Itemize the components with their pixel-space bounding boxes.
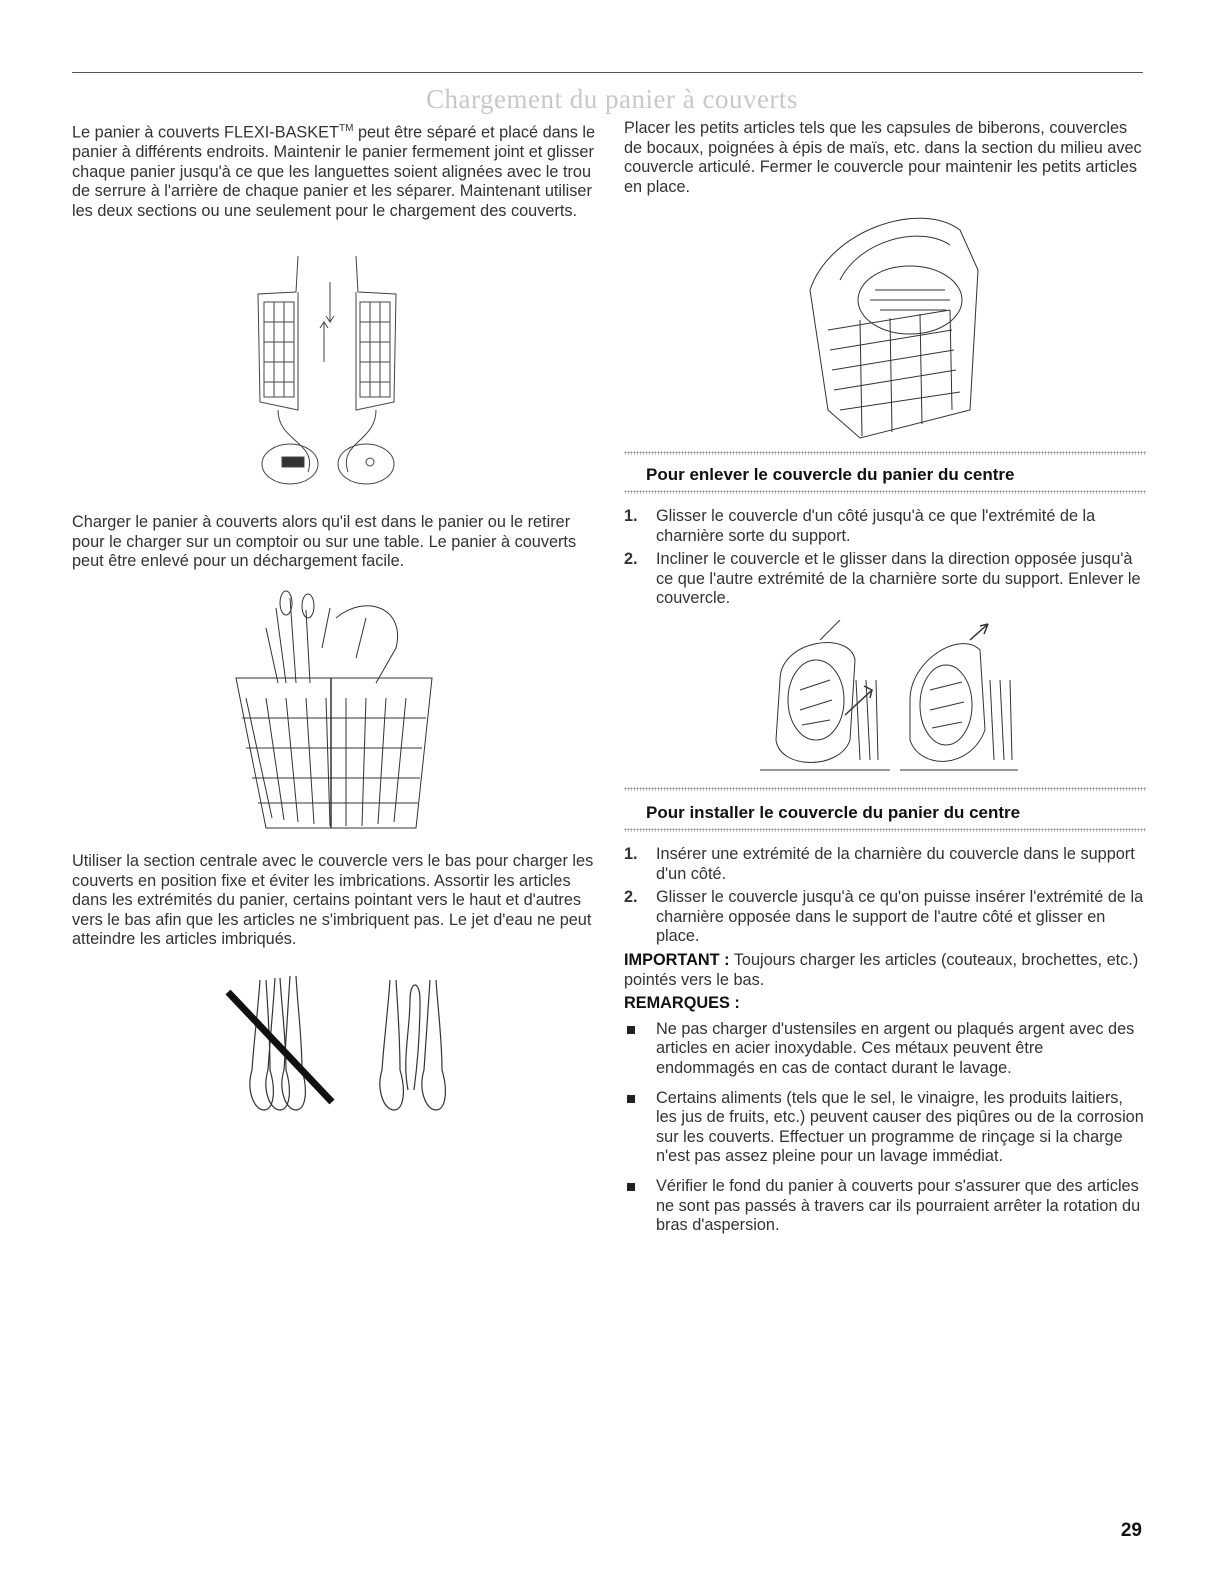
install-lid-heading: Pour installer le couvercle du panier du centre (646, 803, 1021, 822)
utensil-nesting-illustration (220, 970, 452, 1118)
step-number: 2. (624, 888, 638, 907)
remarque-item (624, 1177, 1144, 1236)
lid-removal-illustration-2 (900, 620, 1022, 776)
page-number: 29 (1120, 1520, 1142, 1541)
trademark-sup: TM (338, 123, 354, 134)
left-intro-paragraph (72, 119, 597, 221)
prohibited-slash (228, 992, 332, 1102)
left-para-3: Utiliser la section centrale avec le couvercle vers le bas pour charger les couverts en position fixe et éviter les imbrications. Assortir les articles dans les extrémités du panier, certains pointant vers le haut et d'autres vers le bas afin que les articles ne s'imbriquent pas. Le jet d'eau ne peut atteindre les articles imbriqués. (72, 852, 594, 949)
step-text: Glisser le couvercle d'un côté jusqu'à ce que l'extrémité de la charnière sorte du support. (656, 507, 1096, 545)
important-label: IMPORTANT : (624, 950, 730, 969)
install-step-1 (624, 845, 1144, 884)
remarque-item (624, 1020, 1144, 1079)
step-number: 1. (624, 507, 638, 525)
remove-lid-heading: Pour enlever le couvercle du panier du centre (646, 465, 1015, 484)
divider-dotted-3 (624, 787, 1146, 791)
intro-text-b: peut être séparé et placé dans le panier à différents endroits. Maintenir le panier fermement joint et glisser chaque panier jusqu'à ce que les languettes soient alignées avec le trou de serrure à l'arrière de chaque panier et les séparer. Maintenant utiliser les deux sections ou une seulement pour le chargement des couverts. (72, 123, 596, 220)
step-text: Insérer une extrémité de la charnière du couvercle dans le support d'un côté. (656, 845, 1135, 883)
step-text: Incliner le couvercle et le glisser dans la direction opposée jusqu'à ce que l'autre extrémité de la charnière sorte du support. Enlever le couvercle. (656, 550, 1141, 608)
intro-text-a: Le panier à couverts FLEXI-BASKET (72, 123, 339, 142)
install-steps (624, 845, 1144, 1246)
important-text: Toujours charger les articles (couteaux, brochettes, etc.) pointés vers le bas. (624, 950, 1139, 989)
divider-dotted-2 (624, 490, 1146, 494)
remarque-text: Ne pas charger d'ustensiles en argent ou plaqués argent avec des articles en acier inoxydable. Ces métaux peuvent être endommagés en cas de contact durant le lavage. (656, 1019, 1135, 1077)
remove-step-2 (624, 550, 1144, 609)
install-step-2 (624, 888, 1144, 947)
divider-dotted-4 (624, 828, 1146, 832)
step-number: 2. (624, 550, 638, 569)
bullet-square-icon (627, 1183, 635, 1191)
divider-dotted-1 (624, 451, 1146, 455)
step-number: 1. (624, 845, 638, 863)
header-rule (72, 72, 1143, 73)
important-note (624, 951, 1144, 990)
remove-steps (624, 507, 1144, 613)
remarque-item (624, 1089, 1144, 1167)
left-para-2: Charger le panier à couverts alors qu'il est dans le panier ou le retirer pour le charger sur un comptoir ou sur une table. Le panier à couverts peut être enlevé pour un déchargement facile. (72, 513, 577, 571)
bullet-square-icon (627, 1095, 635, 1103)
lid-removal-illustration-1 (760, 620, 896, 776)
loaded-basket-illustration (226, 588, 442, 836)
step-text: Glisser le couvercle jusqu'à ce qu'on puisse insérer l'extrémité de la charnière opposée dans le support de l'autre côté et glisser en place. (656, 888, 1144, 946)
right-para-1: Placer les petits articles tels que les capsules de biberons, couvercles de bocaux, poignées à épis de maïs, etc. dans la section du milieu avec couvercle articulé. Fermer le couvercle pour maintenir les petits articles en place. (624, 119, 1142, 196)
bullet-square-icon (627, 1026, 635, 1034)
center-basket-lid-illustration (800, 210, 984, 442)
remarque-text: Vérifier le fond du panier à couverts pour s'assurer que des articles ne sont pas passés à travers car ils pourraient arrêter la rotation du bras d'aspersion. (656, 1176, 1141, 1235)
remarque-text: Certains aliments (tels que le sel, le vinaigre, les produits laitiers, les jus de fruits, etc.) peuvent causer des piqûres ou de la corrosion sur les couverts. Effectuer un programme de rinçage si la charge n'est pas assez pleine pour un lavage immédiat. (656, 1088, 1144, 1166)
separated-basket-illustration (238, 252, 414, 492)
page-title: Chargement du panier à couverts (426, 84, 798, 114)
remove-step-1 (624, 507, 1144, 546)
remarques-label: REMARQUES : (624, 994, 740, 1013)
